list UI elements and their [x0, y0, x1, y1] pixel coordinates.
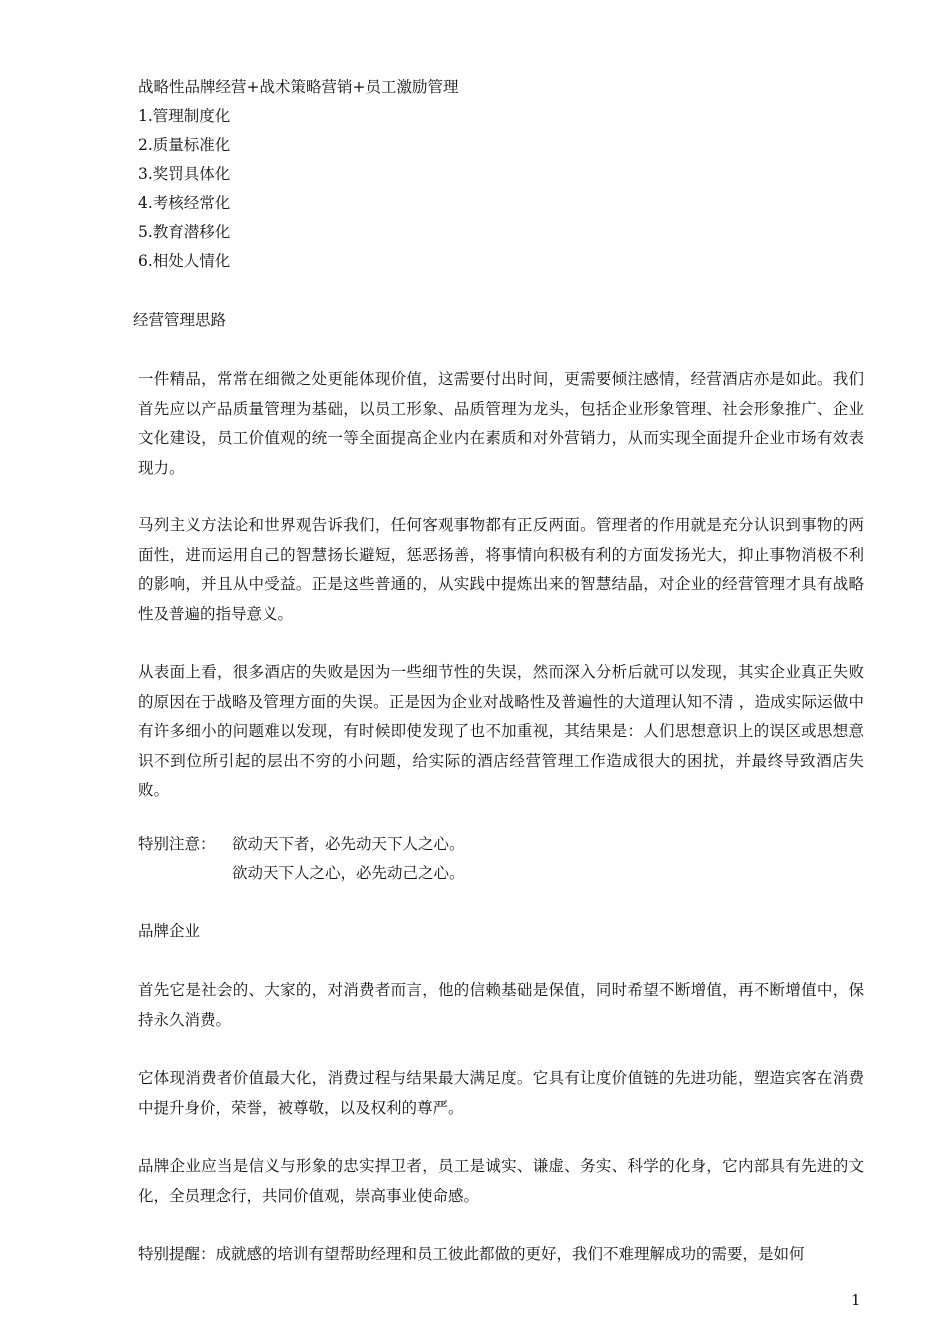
- list-item: 2.质量标准化: [138, 136, 231, 154]
- paragraph: 马列主义方法论和世界观告诉我们，任何客观事物都有正反两面。管理者的作用就是充分认识到事物的两面性，进而运用自己的智慧扬长避短，惩恶扬善，将事情向积极有利的方面发扬光大，抑止事物消极不利的影响，并且从中受益。正是这些普通的，从实践中提炼出来的智慧结晶，对企业的经营管理才具有战略性及普遍的指导意义。: [138, 516, 864, 623]
- note-line: 欲动天下者，必先动天下人之心。: [232, 835, 465, 853]
- list-item: 6.相处人情化: [138, 252, 231, 270]
- paragraph: 一件精品，常常在细微之处更能体现价值，这需要付出时间，更需要倾注感情，经营酒店亦是如此。我们首先应以产品质量管理为基础，以员工形象、品质管理为龙头，包括企业形象管理、社会形象推广、企业文化建设，员工价值观的统一等全面提高企业内在素质和对外营销力，从而实现全面提升企业市场有效表现力。: [138, 370, 864, 477]
- paragraph: 它体现消费者价值最大化，消费过程与结果最大满足度。它具有让度价值链的先进功能，塑造宾客在消费中提升身价，荣誉，被尊敬，以及权利的尊严。: [138, 1069, 864, 1117]
- list-item: 3.奖罚具体化: [138, 165, 231, 183]
- list-item: 1.管理制度化: [138, 107, 231, 125]
- paragraph: 品牌企业应当是信义与形象的忠实捍卫者，员工是诚实、谦虚、务实、科学的化身，它内部具有先进的文化，全员理念行，共同价值观，崇高事业使命感。: [138, 1157, 864, 1205]
- paragraph: 首先它是社会的、大家的，对消费者而言，他的信赖基础是保值，同时希望不断增值，再不断增值中，保持永久消费。: [138, 981, 864, 1029]
- list-item: 4.考核经常化: [138, 194, 231, 212]
- header-line: 战略性品牌经营+战术策略营销+员工激励管理: [138, 78, 459, 96]
- section-title: 经营管理思路: [133, 311, 227, 329]
- note-line: 欲动天下人之心，必先动己之心。: [232, 864, 465, 882]
- note-label: 特别注意：: [138, 835, 216, 853]
- paragraph: 特别提醒：成就感的培训有望帮助经理和员工彼此都做的更好，我们不难理解成功的需要，是如何: [138, 1245, 805, 1263]
- section-title: 品牌企业: [138, 922, 201, 940]
- paragraph: 从表面上看，很多酒店的失败是因为一些细节性的失误，然而深入分析后就可以发现，其实企业真正失败的原因在于战略及管理方面的失误。正是因为企业对战略性及普遍性的大道理认知不清 ，造成实际运做中有许多细小的问题难以发现，有时候即使发现了也不加重视，其结果是：人们思想意识上的误区或思想意识不到位所引起的层出不穷的小问题，给实际的酒店经营管理工作造成很大的困扰，并最终导致酒店失败。: [138, 663, 864, 799]
- page-number: 1: [851, 1291, 861, 1309]
- list-item: 5.教育潜移化: [138, 223, 231, 241]
